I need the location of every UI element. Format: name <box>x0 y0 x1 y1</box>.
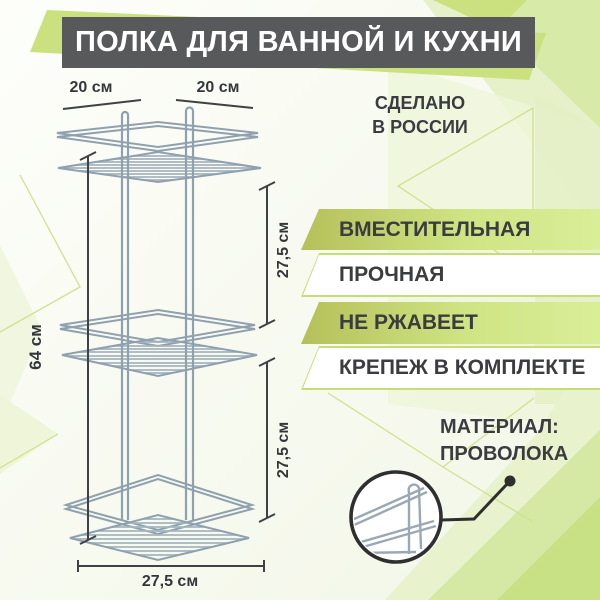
dimension-line-20-right <box>176 100 253 108</box>
dimension-label-275-base: 27,5 см <box>141 573 199 590</box>
dimension-line-275-upper <box>259 182 275 328</box>
feature-label: ВМЕСТИТЕЛЬНАЯ <box>339 217 531 241</box>
shelf-tier-1 <box>50 122 270 182</box>
feature-label: КРЕПЕЖ В КОМПЛЕКТЕ <box>339 356 586 379</box>
material-label <box>440 414 568 468</box>
feature-label: НЕ РЖАВЕЕТ <box>339 311 478 334</box>
feature-label: ПРОЧНАЯ <box>339 263 445 286</box>
material-line1: МАТЕРИАЛ: <box>440 416 559 438</box>
dimension-line-275-lower <box>259 358 275 522</box>
dimension-label-275-upper: 27,5 см <box>275 221 292 279</box>
callout-dot <box>505 476 516 487</box>
callout-line <box>441 483 508 520</box>
dimension-line-20-left <box>63 100 141 109</box>
dimension-label-64: 64 см <box>26 324 45 370</box>
shelf-tier-3-rim <box>66 475 252 534</box>
dimension-label-20-left: 20 см <box>69 79 113 96</box>
dimension-line-275-base <box>78 560 264 572</box>
magnifier-wire-detail-icon <box>351 472 516 562</box>
material-line2: ПРОВОЛОКА <box>440 443 569 465</box>
made-in-russia-label <box>372 91 468 139</box>
dimension-label-20-right: 20 см <box>196 79 240 96</box>
made-in-line2: В РОССИИ <box>372 117 468 137</box>
made-in-line1: СДЕЛАНО <box>374 93 466 113</box>
dimension-line-64 <box>80 152 96 544</box>
shelf-tier-2 <box>50 310 270 376</box>
title-banner <box>62 17 535 68</box>
page-title: ПОЛКА ДЛЯ ВАННОЙ И КУХНИ <box>74 26 523 58</box>
shelf-tier-3 <box>60 515 260 560</box>
dimension-label-275-lower: 27,5 см <box>275 421 292 479</box>
